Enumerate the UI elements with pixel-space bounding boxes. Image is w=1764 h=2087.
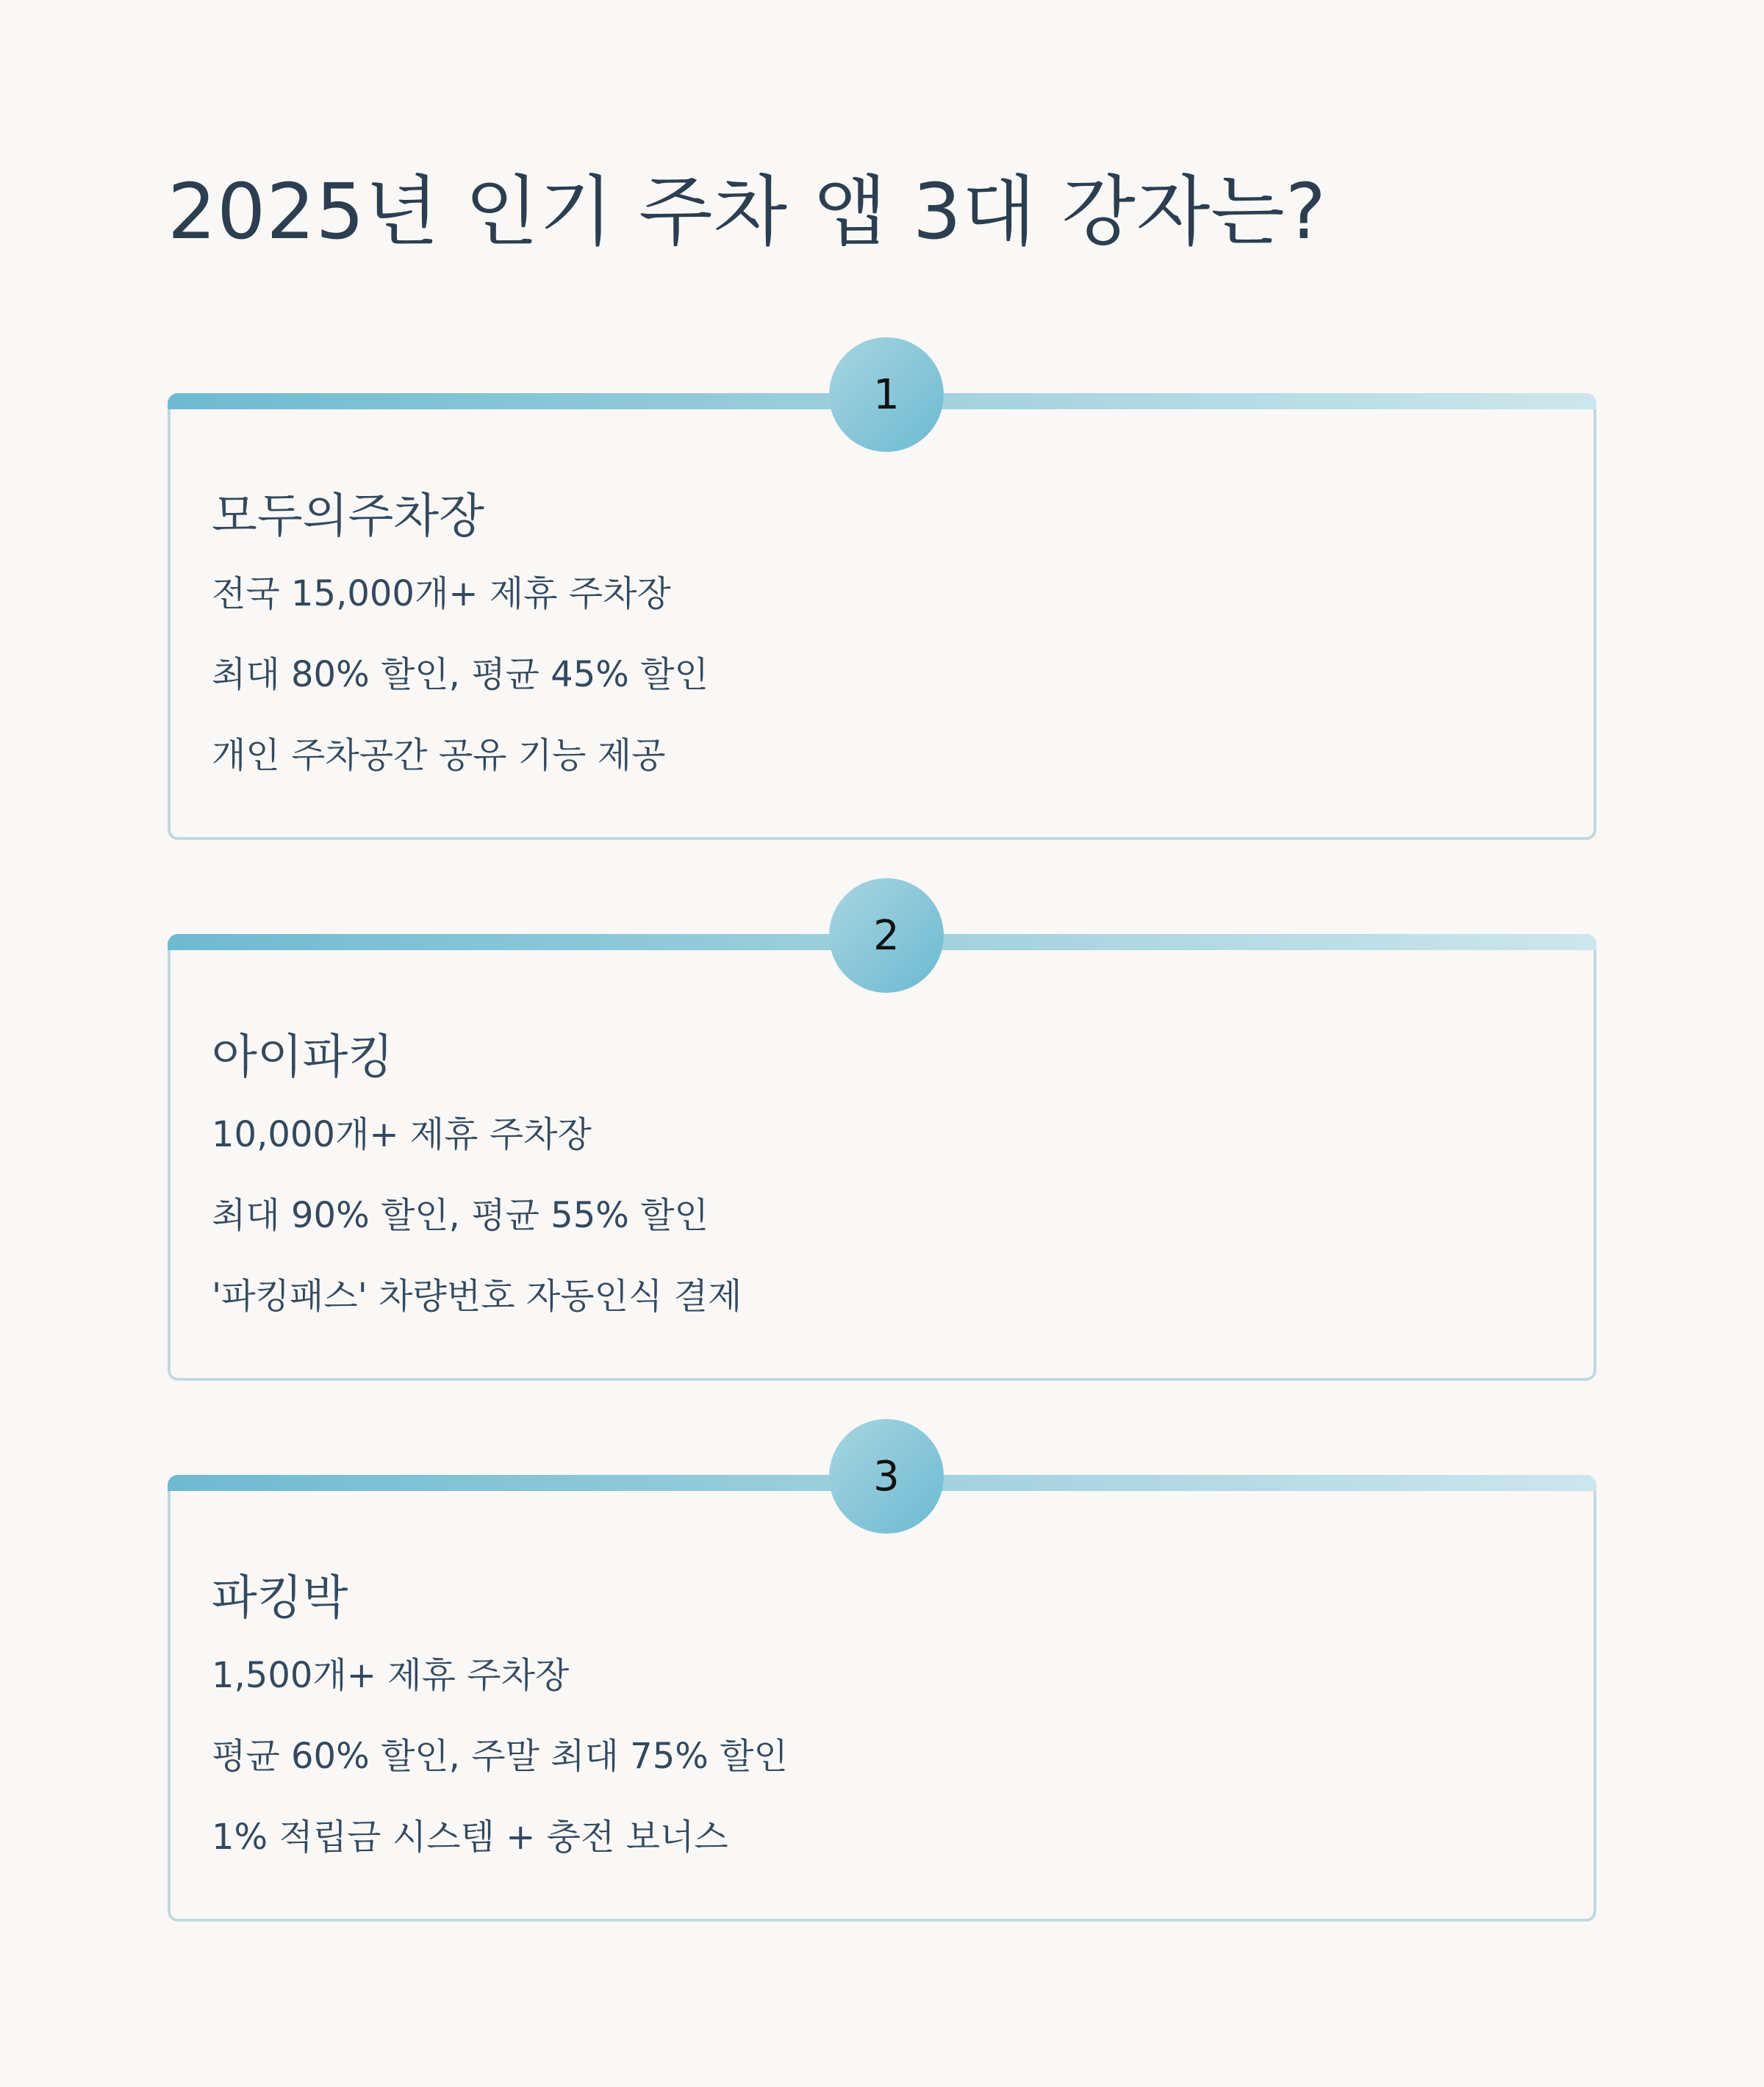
feature-item: 최대 90% 할인, 평균 55% 할인 xyxy=(212,1195,709,1236)
app-name: 파킹박 xyxy=(212,1571,348,1626)
rank-badge: 1 xyxy=(829,337,944,452)
rank-badge: 2 xyxy=(829,878,944,993)
feature-item: '파킹패스' 차량번호 자동인식 결제 xyxy=(212,1276,742,1317)
feature-list xyxy=(212,1112,742,1354)
feature-item: 10,000개+ 제휴 주차장 xyxy=(212,1114,592,1155)
feature-list xyxy=(212,1653,788,1895)
app-card-2 xyxy=(168,911,1596,1381)
feature-item: 전국 15,000개+ 제휴 주차장 xyxy=(212,573,671,614)
feature-item: 최대 80% 할인, 평균 45% 할인 xyxy=(212,654,709,695)
feature-list xyxy=(212,571,709,813)
app-card-1 xyxy=(168,370,1596,840)
feature-item: 개인 주차공간 공유 기능 제공 xyxy=(212,735,666,776)
feature-item: 평균 60% 할인, 주말 최대 75% 할인 xyxy=(212,1736,788,1777)
rank-badge: 3 xyxy=(829,1419,944,1534)
app-name: 아이파킹 xyxy=(212,1030,394,1085)
app-name: 모두의주차장 xyxy=(212,489,484,544)
feature-item: 1% 적립금 시스템 + 충전 보너스 xyxy=(212,1817,728,1858)
page-title: 2025년 인기 주차 앱 3대 강자는? xyxy=(168,167,1327,256)
app-card-3 xyxy=(168,1452,1596,1922)
feature-item: 1,500개+ 제휴 주차장 xyxy=(212,1655,570,1696)
